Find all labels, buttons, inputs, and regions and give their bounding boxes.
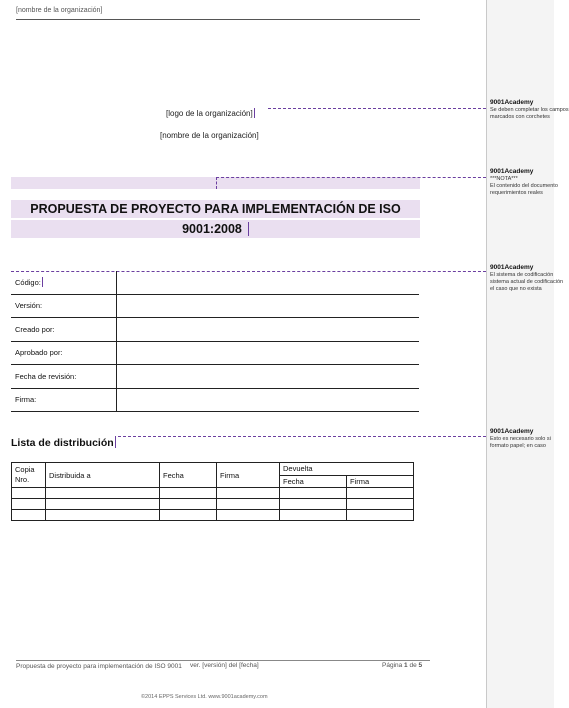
document-title-line1: PROPUESTA DE PROYECTO PARA IMPLEMENTACIÓN DE ISO (11, 200, 420, 218)
page-prefix: Página (382, 662, 405, 669)
col-distributed-to: Distribuida a (46, 463, 160, 488)
footer-divider (16, 660, 430, 661)
comment-author: 9001Academy (490, 99, 534, 106)
table-cell[interactable] (46, 488, 160, 499)
header-org-name: [nombre de la organización] (16, 7, 103, 14)
table-cell[interactable] (217, 499, 280, 510)
page-total: 5 (418, 662, 423, 669)
comment-text: El sistema de codificación (490, 272, 554, 278)
comment-author: 9001Academy (490, 168, 534, 175)
table-row (11, 388, 419, 412)
heading-cursor (115, 436, 116, 448)
col-copy-no: Copia Nro. (12, 463, 46, 488)
table-row (12, 510, 414, 521)
comment-author: 9001Academy (490, 264, 534, 271)
signature-value[interactable] (117, 388, 420, 412)
comment-text: marcados con corchetes (490, 114, 550, 120)
created-by-label: Creado por: (11, 318, 117, 342)
comment-card-4[interactable] (490, 428, 553, 450)
comment-text: sistema actual de codificación (490, 279, 564, 285)
table-cell[interactable] (280, 488, 347, 499)
table-row (11, 318, 419, 342)
table-cell[interactable] (217, 488, 280, 499)
comment-text: el caso que no exista (490, 286, 542, 292)
distribution-list-title: Lista de distribución (11, 437, 114, 449)
comment-connector-4 (118, 436, 486, 437)
table-row (11, 365, 419, 389)
table-cell[interactable] (160, 510, 217, 521)
footer-version: ver. [versión] del [fecha] (190, 662, 259, 669)
code-cursor (42, 277, 43, 287)
code-label-text: Código: (15, 278, 41, 288)
table-cell[interactable] (280, 510, 347, 521)
footer-page-number (382, 662, 422, 669)
table-cell[interactable] (160, 499, 217, 510)
table-cell[interactable] (46, 510, 160, 521)
comment-card-2[interactable] (490, 168, 558, 197)
code-label (11, 271, 117, 294)
revision-date-label: Fecha de revisión: (11, 365, 117, 389)
version-label: Versión: (11, 294, 117, 318)
col-returned: Devuelta (280, 463, 414, 476)
version-value[interactable] (117, 294, 420, 318)
col-signature: Firma (217, 463, 280, 488)
comment-text: El contenido del documento (490, 183, 558, 189)
table-cell[interactable] (347, 499, 414, 510)
comment-anchor-2 (216, 177, 217, 189)
comment-connector-2 (216, 177, 486, 178)
table-cell[interactable] (160, 488, 217, 499)
comment-author: 9001Academy (490, 428, 534, 435)
distribution-table-wrap (11, 462, 414, 521)
org-name-placeholder[interactable]: [nombre de la organización] (160, 131, 259, 140)
table-row (11, 341, 419, 365)
footer-doc-name: Propuesta de proyecto para implementación de ISO 9001 (16, 663, 182, 670)
approved-by-label: Aprobado por: (11, 341, 117, 365)
table-cell[interactable] (280, 499, 347, 510)
page-current: 1 (404, 662, 408, 669)
distribution-table (11, 462, 414, 521)
comment-text: requerimientos reales (490, 190, 543, 196)
table-cell[interactable] (12, 499, 46, 510)
footer-copyright: ©2014 EPPS Services Ltd. www.9001academy.com (141, 694, 268, 700)
table-row (11, 294, 419, 318)
col-returned-date: Fecha (280, 475, 347, 488)
distribution-list-heading (11, 436, 116, 449)
table-cell[interactable] (217, 510, 280, 521)
comment-text: Se deben completar los campos (490, 107, 569, 113)
revision-date-value[interactable] (117, 365, 420, 389)
metadata-table-wrap (11, 271, 419, 412)
document-title-line2-text: 9001:2008 (182, 222, 242, 236)
comment-text: Esto es necesario solo si (490, 436, 551, 442)
comment-connector-1 (268, 108, 486, 109)
comment-text: ***NOTA*** (490, 176, 518, 182)
comment-card-3[interactable] (490, 264, 564, 293)
logo-placeholder-text: [logo de la organización] (166, 109, 253, 118)
table-row (12, 499, 414, 510)
table-cell[interactable] (46, 499, 160, 510)
approved-by-value[interactable] (117, 341, 420, 365)
page-of: de (407, 662, 419, 669)
table-row (12, 488, 414, 499)
table-cell[interactable] (347, 510, 414, 521)
title-cursor (248, 222, 249, 236)
table-header-row (12, 463, 414, 476)
document-title-line2 (11, 220, 420, 238)
code-value[interactable] (117, 271, 420, 294)
col-returned-signature: Firma (347, 475, 414, 488)
created-by-value[interactable] (117, 318, 420, 342)
text-cursor (254, 108, 255, 118)
comment-card-1[interactable] (490, 99, 569, 121)
header-divider (16, 19, 420, 20)
col-date: Fecha (160, 463, 217, 488)
signature-label: Firma: (11, 388, 117, 412)
comment-text: formato papel; en caso (490, 443, 546, 449)
metadata-table (11, 271, 419, 412)
table-cell[interactable] (12, 488, 46, 499)
table-row (11, 271, 419, 294)
logo-placeholder[interactable] (166, 108, 255, 118)
table-cell[interactable] (12, 510, 46, 521)
table-cell[interactable] (347, 488, 414, 499)
